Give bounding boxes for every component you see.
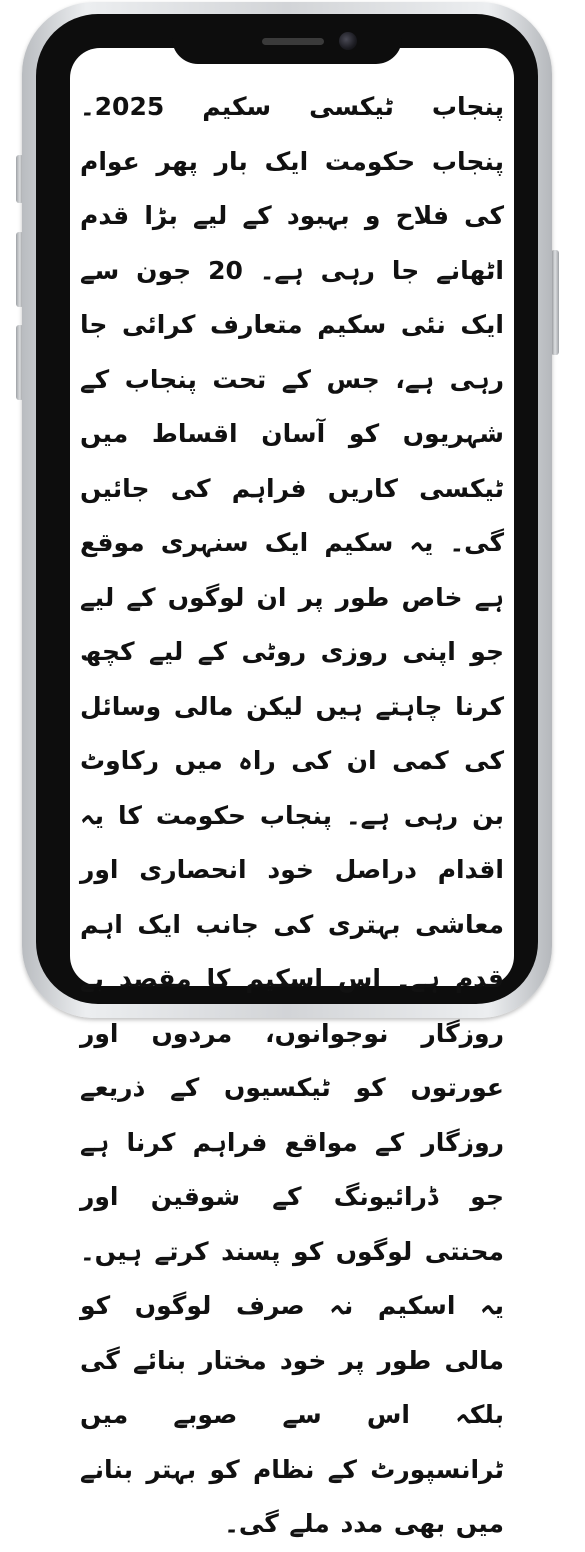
front-camera-icon [339,32,357,50]
article-paragraph: پنجاب ٹیکسی سکیم 2025۔ پنجاب حکومت ایک بار پھر عوام کی فلاح و بہبود کے لیے بڑا قدم اٹھانے جا رہی ہے۔ 20 جون سے ایک نئی سکیم متعارف کرائی جا رہی ہے، جس کے تحت پنجاب کے شہریوں کو آسان اقساط میں ٹیکسی کاریں فراہم کی جائیں گی۔ یہ سکیم ایک سنہری موقع ہے خاص طور پر ان لوگوں کے لیے جو اپنی روزی روٹی کے لیے کچھ کرنا چاہتے ہیں لیکن مالی وسائل کی کمی ان کی راہ میں رکاوٹ بن رہی ہے۔ پنجاب حکومت کا یہ اقدام دراصل خود انحصاری اور معاشی بہتری کی جانب ایک اہم قدم ہے۔ اس اسکیم کا مقصد بے روزگار نوجوانوں، مردوں اور عورتوں کو ٹیکسیوں کے ذریعے روزگار کے مواقع فراہم کرنا ہے جو ڈرائیونگ کے شوقین اور محنتی لوگوں کو پسند کرتے ہیں۔ یہ اسکیم نہ صرف لوگوں کو مالی طور پر خود مختار بنائے گی بلکہ اس سے صوبے میں ٹرانسپورٹ کے نظام کو بہتر بنانے میں بھی مدد ملے گی۔ [80,92,505,1538]
phone-screen [70,48,514,1538]
power-button [551,250,559,355]
speaker-grille [262,38,324,45]
